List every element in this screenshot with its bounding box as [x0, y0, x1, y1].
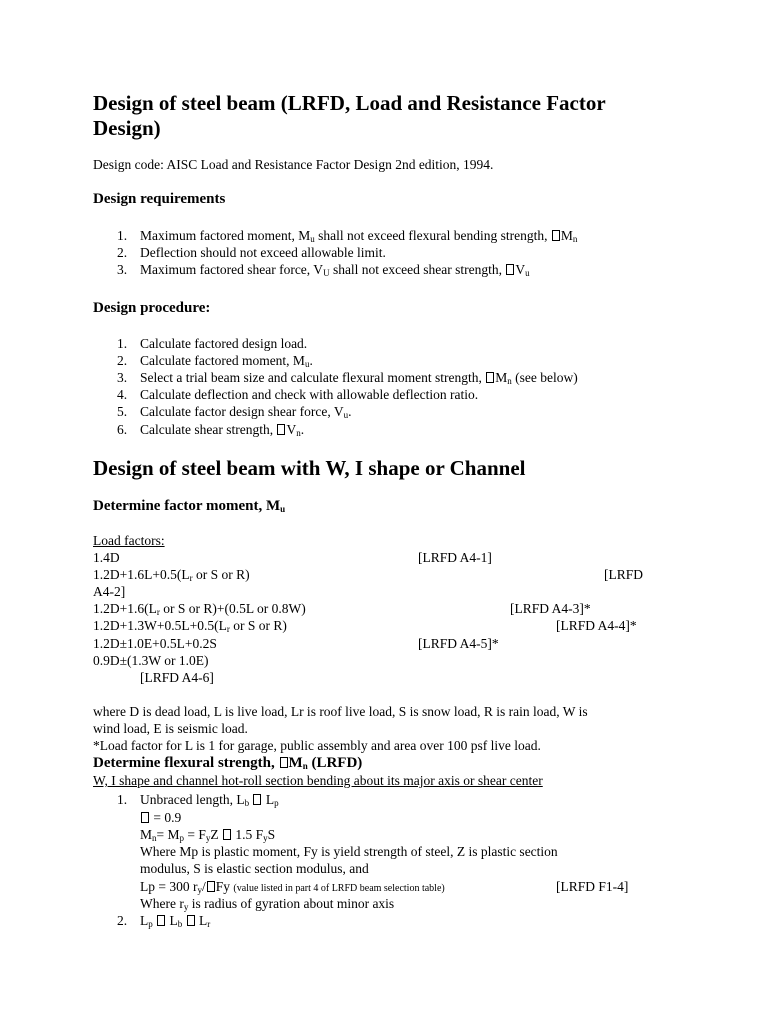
- phi-symbol-icon: [552, 230, 560, 241]
- load-combo: 1.4D: [93, 550, 120, 565]
- requirement-text: Maximum factored moment, $M_u$ shall not exceed flexural bending strength, $M_n$: [140, 228, 578, 244]
- list-number: 5.: [117, 404, 128, 419]
- load-combo-ref: [LRFD A4-5]*: [418, 636, 499, 651]
- procedure-text: Calculate factored moment, $M_u$.: [140, 353, 313, 369]
- load-combo-ref: [LRFD A4-3]*: [510, 601, 591, 616]
- sqrt-symbol-icon: [207, 881, 215, 892]
- flexural-subtitle: W, I shape and channel hot-roll section bending about its major axis or shear center: [93, 773, 543, 788]
- flex-item-text: Unbraced length, $L_b$ $L_p$: [140, 792, 279, 808]
- procedure-text: Select a trial beam size and calculate flexural moment strength, $M_n$ (see below): [140, 370, 578, 386]
- ry-text: Where $r_y$ is radius of gyration about minor axis: [140, 896, 395, 912]
- procedure-text: Calculate shear strength, $V_n$.: [140, 422, 305, 438]
- requirement-item: [117, 244, 127, 261]
- less-equal-symbol-icon: [223, 829, 231, 840]
- load-combo: $1.2D+1.6(L_r$ or S or R)+(0.5L or 0.8W): [93, 601, 306, 617]
- requirement-text: Deflection should not exceed allowable limit.: [140, 245, 386, 260]
- list-number: 2.: [117, 913, 128, 928]
- list-number: 1.: [117, 792, 128, 807]
- phi-symbol-icon: [486, 372, 494, 383]
- lp-equation: Lp = 300 $r_y/$ Fy (value listed in part 4 of LRFD beam selection table): [140, 879, 445, 895]
- where-text: where D is dead load, L is live load, Lr is roof live load, S is snow load, R is rain load, W is: [93, 704, 588, 719]
- requirement-item: [117, 261, 127, 278]
- lp-note: (value listed in part 4 of LRFD beam selection table): [233, 883, 445, 894]
- load-combo-ref: [LRFD A4-4]*: [556, 618, 637, 633]
- lp-ref: [LRFD F1-4]: [556, 879, 629, 894]
- design-code-text: Design code: AISC Load and Resistance Factor Design 2nd edition, 1994.: [93, 157, 494, 172]
- procedure-heading: Design procedure:: [93, 300, 211, 316]
- moment-heading: Determine factor moment, $M_u$: [93, 498, 286, 514]
- load-combo-ref: [LRFD A4-6]: [140, 670, 214, 685]
- phi-symbol-icon: [277, 424, 285, 435]
- document-title-line2: Design): [93, 116, 161, 140]
- load-combo: 0.9D±(1.3W or 1.0E): [93, 653, 209, 668]
- list-number: 3.: [117, 370, 128, 385]
- load-combo-ref: [LRFD A4-1]: [418, 550, 492, 565]
- list-number: 2.: [117, 245, 128, 260]
- list-number: 3.: [117, 262, 128, 277]
- load-combo: $1.2D+1.3W+0.5L+0.5(L_r$ or S or R): [93, 618, 287, 634]
- procedure-text: Calculate deflection and check with allowable deflection ratio.: [140, 387, 479, 402]
- load-combo-ref-cont: A4-2]: [93, 584, 126, 599]
- list-number: 1.: [117, 228, 128, 243]
- phi-symbol-icon: [280, 757, 288, 768]
- where-mp-text: modulus, S is elastic section modulus, and: [140, 861, 369, 876]
- list-number: 1.: [117, 336, 128, 351]
- phi-symbol-icon: [141, 812, 149, 823]
- flex-item-text: $L_p$ $L_b$ $L_r$: [140, 913, 211, 929]
- procedure-text: Calculate factor design shear force, $V_u$.: [140, 404, 352, 420]
- load-combo: 1.2D±1.0E+0.5L+0.2S: [93, 636, 217, 651]
- load-combo-ref: [LRFD: [604, 567, 644, 582]
- load-factors-label: Load factors:: [93, 533, 165, 548]
- load-combo: $1.2D+1.6L+0.5(L_r$ or S or R): [93, 567, 250, 583]
- list-number: 6.: [117, 422, 128, 437]
- list-number: 2.: [117, 353, 128, 368]
- procedure-text: Calculate factored design load.: [140, 336, 308, 351]
- document-title-line1: Design of steel beam (LRFD, Load and Resistance Factor: [93, 91, 606, 115]
- less-equal-symbol-icon: [253, 794, 261, 805]
- phi-symbol-icon: [506, 264, 514, 275]
- requirements-heading: Design requirements: [93, 191, 226, 207]
- where-mp-text: Where Mp is plastic moment, Fy is yield strength of steel, Z is plastic section: [140, 844, 558, 859]
- list-number: 4.: [117, 387, 128, 402]
- section-heading: Design of steel beam with W, I shape or Channel: [93, 456, 526, 480]
- phi-line: = 0.9: [140, 809, 181, 826]
- flexural-heading: Determine flexural strength, $M_n$ (LRFD): [93, 755, 363, 771]
- requirement-item: [117, 227, 127, 244]
- note-text: *Load factor for L is 1 for garage, public assembly and area over 100 psf live load.: [93, 738, 541, 753]
- requirement-text: Maximum factored shear force, $V_U$ shall not exceed shear strength, $V_u$: [140, 262, 530, 278]
- mn-equation: $M_n= M_p = F_yZ$ 1.5 $F_yS$: [140, 827, 276, 843]
- less-equal-symbol-icon: [187, 915, 195, 926]
- where-text: wind load, E is seismic load.: [93, 721, 248, 736]
- less-equal-symbol-icon: [157, 915, 165, 926]
